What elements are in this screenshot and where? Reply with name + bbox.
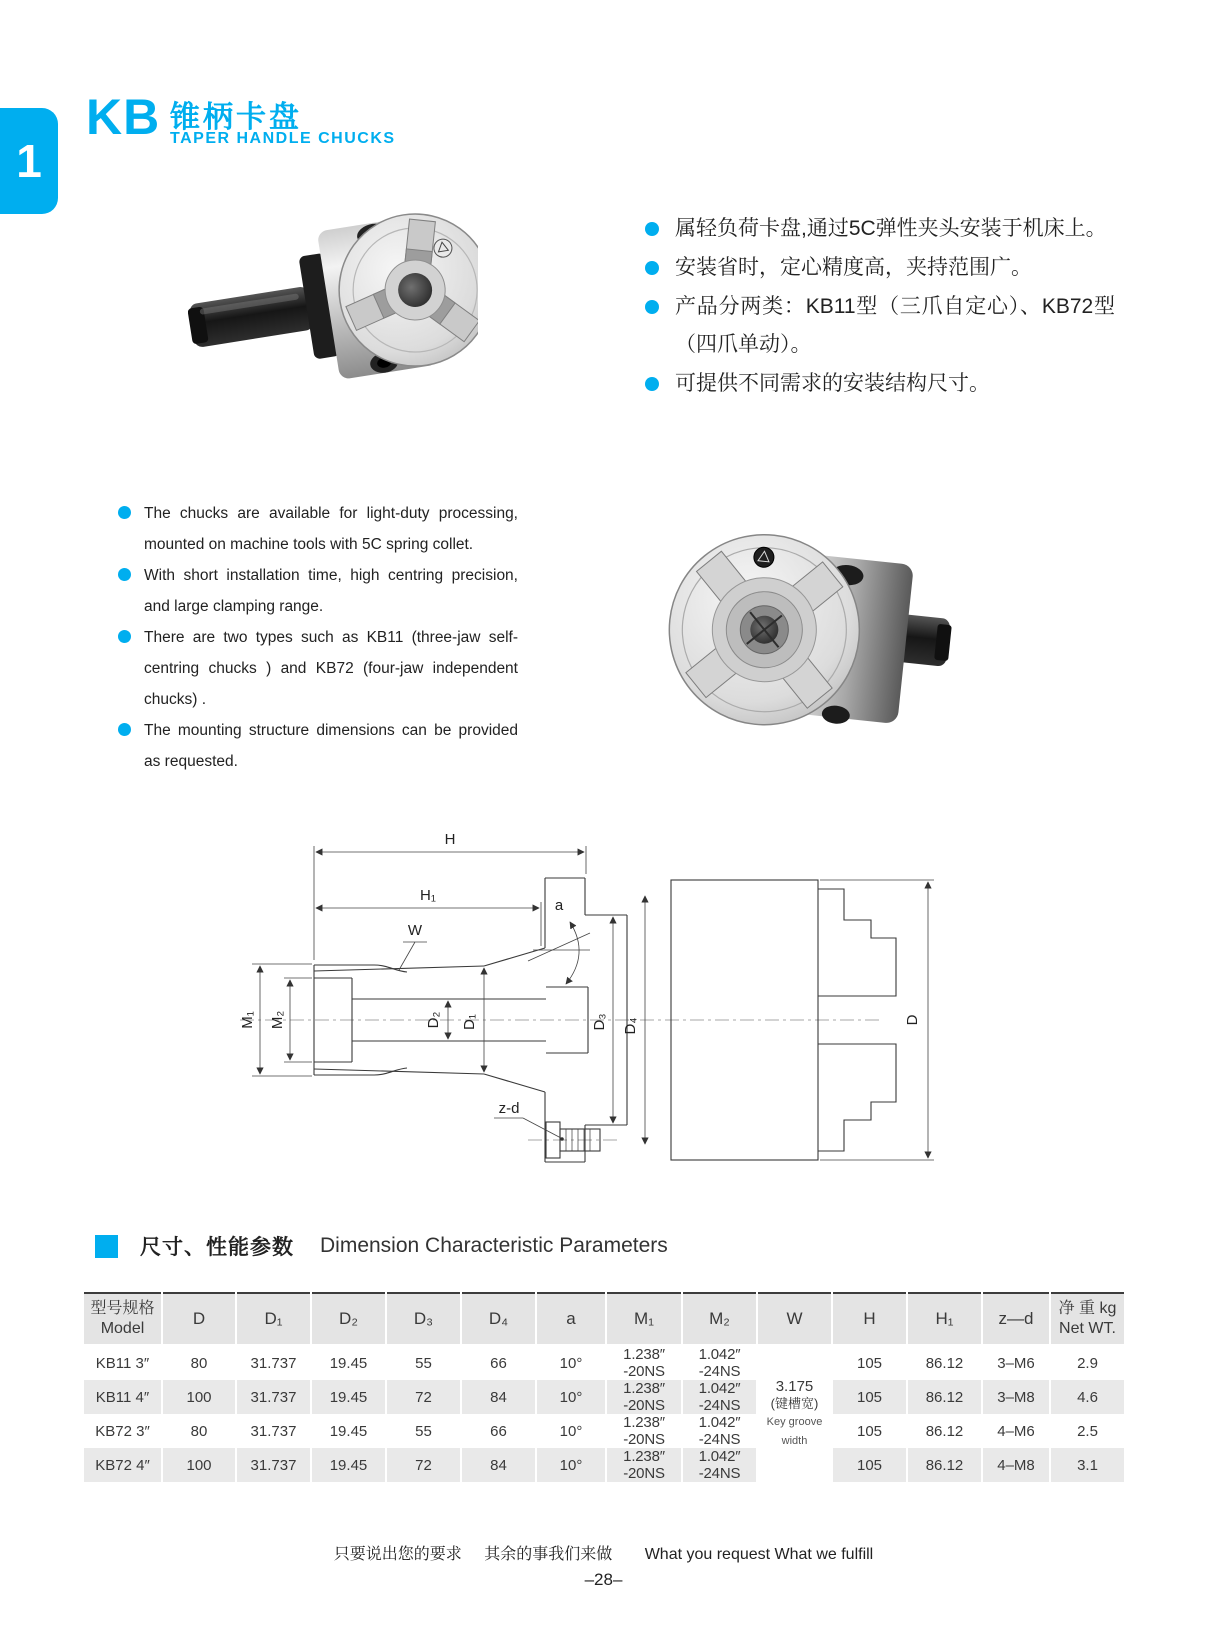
features-en-list	[118, 498, 518, 777]
col-header-M2: M₂	[682, 1293, 757, 1345]
slogan-zh2: 其余的事我们来做	[484, 1546, 613, 1563]
bullet-dot-icon	[118, 630, 131, 643]
feature-zh-text: 产品分两类：KB11型（三爪自定心）、KB72型（四爪单动）。	[675, 295, 1115, 356]
table-row: KB11 3″ 80 31.737 19.45 55 66 10° 1.238″ -20NS 1.042″ -24NS 3.175 (键槽宽) Key groove width 105 86.12 3–M6 2.9	[84, 1345, 1124, 1380]
product-photo-3jaw-chuck	[188, 200, 478, 405]
dimension-parameters-table	[84, 1292, 1124, 1482]
dim-label-H: H	[444, 831, 456, 848]
dim-label-D4: D₄	[622, 1017, 639, 1035]
dim-label-D: D	[904, 1014, 921, 1026]
page-title-en: TAPER HANDLE CHUCKS	[170, 130, 396, 147]
list-item	[118, 560, 518, 622]
bullet-dot-icon	[118, 723, 131, 736]
feature-en-text: The chucks are available for light-duty processing, mounted on machine tools with 5C spring collet.	[144, 505, 518, 553]
list-item	[645, 210, 1115, 248]
col-header-H: H	[832, 1293, 907, 1345]
section-title-en: Dimension Characteristic Parameters	[320, 1234, 668, 1257]
list-item	[645, 288, 1115, 364]
cell-key-groove-width: 3.175 (键槽宽) Key groove width	[757, 1345, 832, 1482]
col-header-zd: z—d	[982, 1293, 1050, 1345]
table-header-row	[84, 1293, 1124, 1345]
dim-label-D2: D₂	[425, 1011, 442, 1029]
dim-label-a: a	[554, 897, 564, 914]
feature-en-text: With short installation time, high centring precision, and large clamping range.	[144, 567, 518, 615]
list-item	[645, 365, 1115, 403]
slogan-en: What you request What we fulfill	[644, 1546, 874, 1563]
col-header-D4: D₄	[461, 1293, 536, 1345]
feature-zh-text: 安装省时，定心精度高，夹持范围广。	[675, 256, 1032, 279]
table-row: KB11 4″ 100 31.737 19.45 72 84 10° 1.238″ -20NS 1.042″ -24NS 105 86.12 3–M8 4.6	[84, 1380, 1124, 1414]
col-header-D1: D₁	[236, 1293, 311, 1345]
feature-zh-text: 属轻负荷卡盘,通过5C弹性夹头安装于机床上。	[675, 217, 1107, 240]
product-photo-4jaw-chuck	[636, 524, 954, 776]
footer-slogan	[0, 1541, 1207, 1564]
page-title-zh: 锥柄卡盘	[170, 101, 302, 134]
col-header-H1: H₁	[907, 1293, 982, 1345]
cell-model: KB11 4″	[84, 1380, 162, 1414]
col-header-netwt: 净 重 kg Net WT.	[1050, 1293, 1124, 1345]
list-item	[118, 715, 518, 777]
series-code: KB	[86, 89, 161, 145]
dim-label-M1: M₁	[239, 1011, 256, 1029]
table-row: KB72 3″ 80 31.737 19.45 55 66 10° 1.238″ -20NS 1.042″ -24NS 105 86.12 4–M6 2.5	[84, 1414, 1124, 1448]
dim-label-zd: z-d	[498, 1100, 520, 1117]
col-header-a: a	[536, 1293, 606, 1345]
section-title	[95, 1231, 668, 1261]
bullet-dot-icon	[645, 222, 659, 236]
dim-label-D3: D₃	[591, 1013, 608, 1031]
col-header-M1: M₁	[606, 1293, 682, 1345]
bullet-dot-icon	[645, 377, 659, 391]
feature-en-text: The mounting structure dimensions can be provided as requested.	[144, 722, 518, 770]
chapter-number: 1	[16, 135, 42, 187]
feature-zh-text: 可提供不同需求的安装结构尺寸。	[675, 372, 990, 395]
dim-label-M2: M₂	[269, 1010, 286, 1030]
feature-en-text: There are two types such as KB11 (three-jaw self-centring chucks ) and KB72 (four-jaw independent chucks) .	[144, 629, 518, 708]
col-header-model: 型号规格 Model	[84, 1293, 162, 1345]
dim-label-H1: H₁	[420, 887, 436, 904]
cell-model: KB11 3″	[95, 1354, 150, 1372]
bullet-dot-icon	[645, 261, 659, 275]
bullet-dot-icon	[118, 506, 131, 519]
cell-model: KB72 4″	[84, 1448, 162, 1482]
list-item	[118, 498, 518, 560]
list-item	[118, 622, 518, 715]
dim-label-D1: D₁	[461, 1014, 478, 1030]
section-title-zh: 尺寸、性能参数	[140, 1236, 294, 1259]
list-item	[645, 249, 1115, 287]
col-header-D2: D₂	[311, 1293, 386, 1345]
slogan-zh1: 只要说出您的要求	[333, 1546, 462, 1563]
col-header-D: D	[162, 1293, 236, 1345]
page-number: –28–	[584, 1570, 623, 1589]
bullet-dot-icon	[118, 568, 131, 581]
dimension-drawing	[228, 772, 940, 1170]
bullet-dot-icon	[645, 300, 659, 314]
col-header-D3: D₃	[386, 1293, 461, 1345]
col-header-W: W	[757, 1293, 832, 1345]
table-row: KB72 4″ 100 31.737 19.45 72 84 10° 1.238″ -20NS 1.042″ -24NS 105 86.12 4–M8 3.1	[84, 1448, 1124, 1482]
section-square-icon	[95, 1235, 118, 1258]
chapter-number-tab	[0, 108, 58, 214]
dim-label-W: W	[407, 922, 423, 939]
dimension-lines	[252, 846, 934, 1160]
cell-model: KB72 3″	[95, 1422, 150, 1440]
features-zh-list	[645, 210, 1115, 404]
